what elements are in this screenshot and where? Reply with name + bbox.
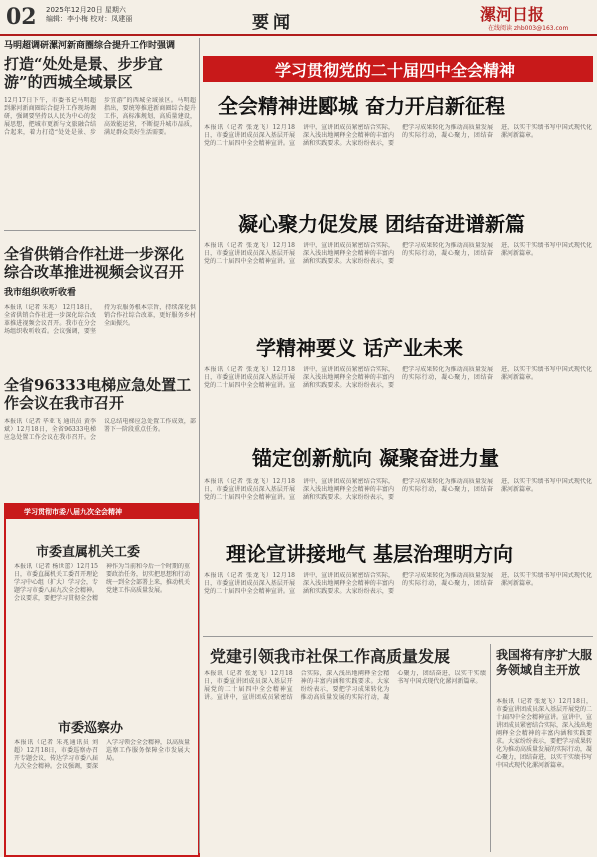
editor: 编辑：李小梅 [46, 15, 88, 23]
article-title-2[interactable]: 全省供销合作社进一步深化综合改革推进视频会议召开 [4, 245, 185, 281]
section-title: 要闻 [252, 13, 294, 33]
headline-4-text: 本报讯（记者 张龙飞）12月18日，市委宣讲团成员深入基层开展党的二十届四中全会精神宣讲。宣讲中，宣讲团成员紧密结合实际，深入浅出地阐释全会精神的丰富内涵和实践要求。大家纷纷表示，要把学习成果转化为推动高质量发展的实际行动，凝心聚力，团结奋进，以实干实绩书写中国式现代化漯河新篇章。 [204, 478, 592, 501]
headline-3[interactable]: 学精神要义 话产业未来 [256, 336, 463, 360]
main-banner: 学习贯彻党的二十届四中全会精神 [203, 56, 593, 82]
article-text-2: 本报讯（记者 朱兆） 12月18日，全省供销合作社进一步深化综合改革推进视频会议召开。我市在分会场组织收听收看。会议强调，要坚持为农服务根本宗旨，持续深化供销合作社综合改革，更好服务乡村全面振兴。 [4, 304, 196, 335]
masthead [0, 0, 597, 36]
article-title-1[interactable]: 打造“处处是景、步步宜游”的西城全域景区 [4, 55, 163, 91]
bottom-headline[interactable]: 党建引领我市社保工作高质量发展 [210, 647, 451, 666]
headline-5[interactable]: 理论宣讲接地气 基层治理明方向 [226, 542, 513, 566]
headline-2[interactable]: 凝心聚力促发展 团结奋进谱新篇 [238, 212, 525, 236]
headline-1[interactable]: 全会精神进郾城 奋力开启新征程 [218, 94, 505, 118]
feature-text-2: 本报讯（记者 朱兆通讯员 刘超）12月18日，市委巡察办召开专题会议，传达学习市委八届九次全会精神。会议强调，要深入学习领会全会精神，以高质量巡察工作服务保障全市发展大局。 [14, 739, 190, 770]
headline-2-text: 本报讯（记者 张龙飞）12月18日，市委宣讲团成员深入基层开展党的二十届四中全会精神宣讲。宣讲中，宣讲团成员紧密结合实际，深入浅出地阐释全会精神的丰富内涵和实践要求。大家纷纷表示，要把学习成果转化为推动高质量发展的实际行动，凝心聚力，团结奋进，以实干实绩书写中国式现代化漯河新篇章。 [204, 242, 592, 265]
headline-1-text: 本报讯（记者 张龙飞）12月18日，市委宣讲团成员深入基层开展党的二十届四中全会精神宣讲。宣讲中，宣讲团成员紧密结合实际，深入浅出地阐释全会精神的丰富内涵和实践要求。大家纷纷表示，要把学习成果转化为推动高质量发展的实际行动，凝心聚力，团结奋进，以实干实绩书写中国式现代化漯河新篇章。 [204, 124, 592, 147]
date-info [46, 6, 132, 24]
newspaper-logo: 漯河日报 [480, 5, 545, 24]
proof: 校对：凤建丽 [90, 15, 133, 23]
date: 2025年12月20日 [46, 6, 103, 14]
article-title-3[interactable]: 全省96333电梯应急处置工作会议在我市召开 [4, 376, 192, 412]
kicker-2: 我市组织收听收看 [4, 288, 77, 298]
feature-title-2[interactable]: 市委巡察办 [58, 721, 124, 736]
page-number: 02 [6, 4, 37, 30]
weekday: 星期六 [104, 6, 126, 14]
headline-3-text: 本报讯（记者 张龙飞）12月18日，市委宣讲团成员深入基层开展党的二十届四中全会精神宣讲。宣讲中，宣讲团成员紧密结合实际，深入浅出地阐释全会精神的丰富内涵和实践要求。大家纷纷表示，要把学习成果转化为推动高质量发展的实际行动，凝心聚力，团结奋进，以实干实绩书写中国式现代化漯河新篇章。 [204, 366, 592, 389]
left-column [4, 38, 196, 518]
right-headline[interactable]: 我国将有序扩大服务领域自主开放 [496, 648, 593, 677]
feature-text-1: 本报讯（记者 杨世蕾）12月15日，市委直属机关工委召开理论学习中心组（扩大）学习会，专题学习市委八届九次全会精神。会议要求，要把学习贯彻全会精神作为当前和今后一个时期的重要政治任务，切实把思想和行动统一到全会部署上来，推动机关党建工作高质量发展。 [14, 563, 190, 602]
feature-box [4, 503, 200, 857]
newspaper-contact: 在线阅读 zhb003@163.com [488, 25, 569, 32]
headline-5-text: 本报讯（记者 张龙飞）12月18日，市委宣讲团成员深入基层开展党的二十届四中全会精神宣讲。宣讲中，宣讲团成员紧密结合实际，深入浅出地阐释全会精神的丰富内涵和实践要求。大家纷纷表示，要把学习成果转化为推动高质量发展的实际行动，凝心聚力，团结奋进，以实干实绩书写中国式现代化漯河新篇章。 [204, 572, 592, 595]
feature-banner: 学习贯彻市委八届九次全会精神 [6, 505, 198, 519]
article-text-3: 本报讯（记者 毕亚飞 通讯员 黄李斌）12月18日，全省96333电梯应急处置工作会议在我市召开。会议总结电梯应急处置工作成效，部署下一阶段重点任务。 [4, 418, 196, 441]
article-text-1: 12月17日下午，市委书记马明超到漯河新商圈综合提升工作现场调研，强调要坚持以人民为中心的发展思想，把城市更新与文旅融合结合起来，着力打造“处处是景、步步宜游”的西城全域景区。马明超指出，要统筹推进新商圈综合提升工作，高标准规划，高质量建设，高效能运营，不断提升城市品质，满足群众美好生活需要。 [4, 97, 196, 136]
right-text: 本报讯（记者 张龙飞）12月18日，市委宣讲团成员深入基层开展党的二十届四中全会精神宣讲。宣讲中，宣讲团成员紧密结合实际，深入浅出地阐释全会精神的丰富内涵和实践要求。大家纷纷表示，要把学习成果转化为推动高质量发展的实际行动，凝心聚力，团结奋进，以实干实绩书写中国式现代化漯河新篇章。 [496, 698, 592, 769]
feature-title-1[interactable]: 市委直属机关工委 [36, 545, 141, 560]
bottom-text: 本报讯（记者 张龙飞）12月18日，市委宣讲团成员深入基层开展党的二十届四中全会精神宣讲。宣讲中，宣讲团成员紧密结合实际，深入浅出地阐释全会精神的丰富内涵和实践要求。大家纷纷表示，要把学习成果转化为推动高质量发展的实际行动，凝心聚力，团结奋进，以实干实绩书写中国式现代化漯河新篇章。 [204, 670, 486, 701]
headline-4[interactable]: 锚定创新航向 凝聚奋进力量 [252, 446, 499, 470]
kicker-1: 马明超调研漯河新商圈综合提升工作时强调 [4, 41, 176, 51]
